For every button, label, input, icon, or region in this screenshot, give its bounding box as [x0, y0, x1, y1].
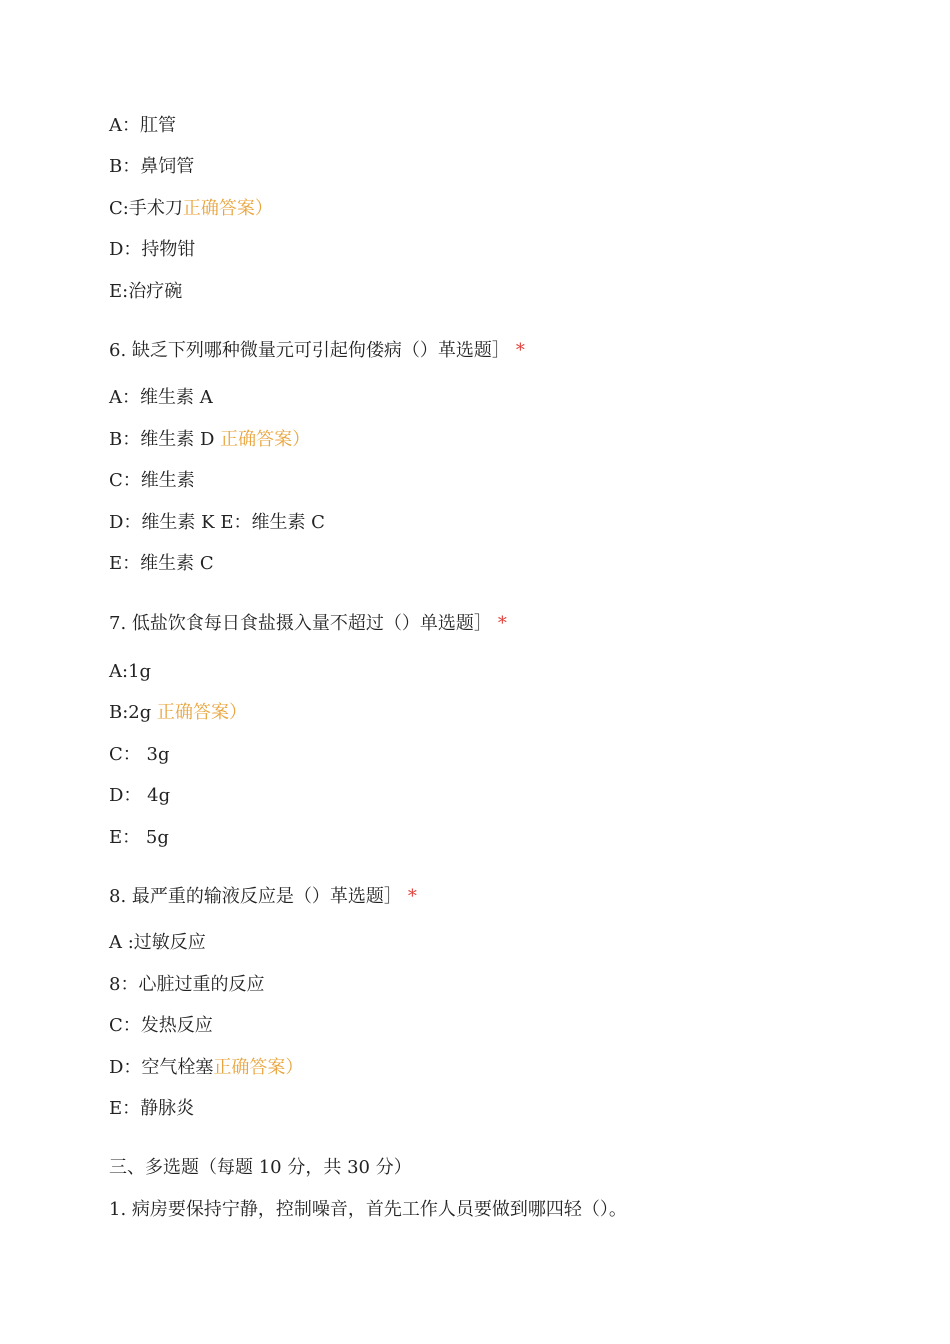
question-7-title: 7. 低盐饮食每日食盐摄入量不超过（）单选题］ *	[109, 613, 507, 634]
option-q6-c: C：维生素	[109, 470, 195, 491]
option-q8-e: E：静脉炎	[109, 1098, 195, 1119]
required-star-icon: *	[515, 340, 525, 361]
option-q7-e: E： 5g	[109, 827, 169, 848]
required-star-icon: *	[407, 886, 417, 907]
option-q8-d: D：空气栓塞正确答案）	[109, 1057, 304, 1078]
option-q7-b: B:2g 正确答案）	[109, 702, 247, 723]
option-q6-a: A：维生素 A	[109, 387, 213, 408]
option-q5-d: D：持物钳	[109, 239, 196, 260]
question-8-title: 8. 最严重的输液反应是（）革选题］ *	[109, 886, 417, 907]
question-6-title: 6. 缺乏下列哪种微量元可引起佝偻病（）革选题］ *	[109, 340, 525, 361]
option-q8-a: A :过敏反应	[109, 932, 206, 953]
option-q7-a: A:1g	[109, 661, 152, 682]
option-q6-b: B：维生素 D 正确答案）	[109, 429, 311, 450]
option-q7-c: C： 3g	[109, 744, 170, 765]
option-q5-b: B：鼻饲管	[109, 156, 195, 177]
option-q6-d: D：维生素 K E：维生素 C	[109, 512, 325, 533]
correct-answer-marker: 正确答案）	[157, 702, 247, 723]
correct-answer-marker: 正确答案）	[220, 429, 311, 450]
option-q5-c: C:手术刀正确答案）	[109, 198, 273, 219]
section-heading: 三、多选题（每题 10 分，共 30 分）	[109, 1157, 412, 1178]
required-star-icon: *	[497, 613, 507, 634]
option-q5-a: A：肛管	[109, 115, 176, 136]
option-q8-b: 8：心脏过重的反应	[109, 974, 265, 995]
correct-answer-marker: 正确答案）	[213, 1057, 304, 1078]
option-q7-d: D： 4g	[109, 785, 171, 806]
correct-answer-marker: 正确答案）	[182, 198, 273, 219]
option-q6-e: E：维生素 C	[109, 553, 214, 574]
option-q5-e: E:治疗碗	[109, 281, 183, 302]
option-q8-c: C：发热反应	[109, 1015, 213, 1036]
multi-question-1-title: 1. 病房要保持宁静，控制噪音，首先工作人员要做到哪四轻（）。	[109, 1199, 627, 1220]
